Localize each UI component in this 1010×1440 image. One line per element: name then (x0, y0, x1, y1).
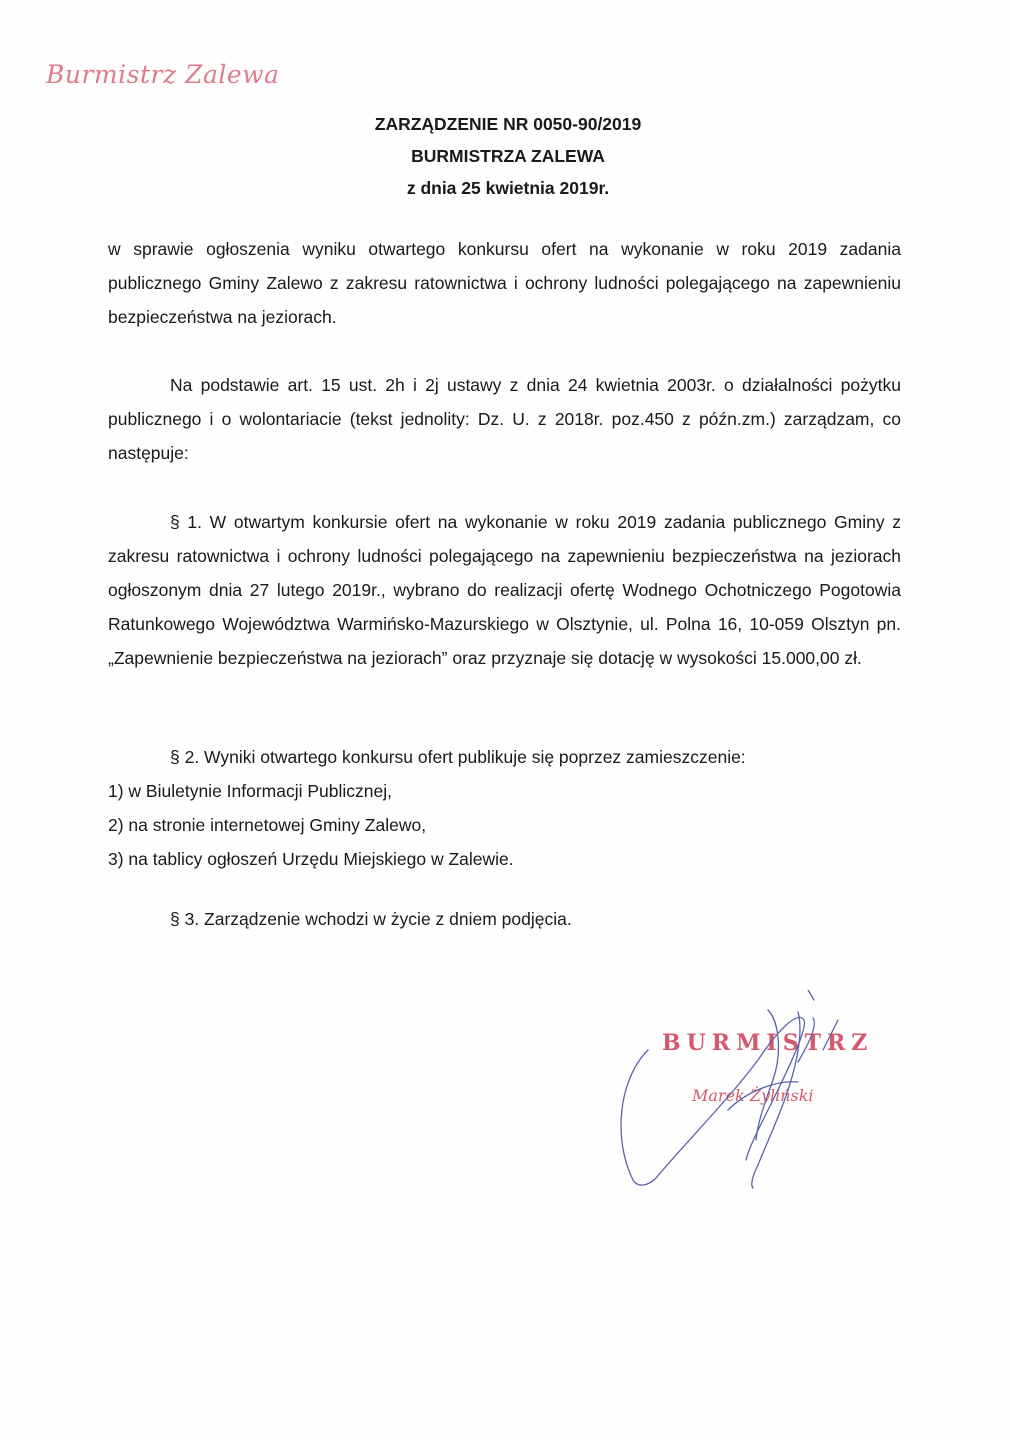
legal-basis-text: Na podstawie art. 15 ust. 2h i 2j ustawy z dnia 24 kwietnia 2003r. o działalności pożytku publicznego i o wolontariacie (tekst jednolity: Dz. U. z 2018r. poz.450 z późn.zm.) zarządzam, co następuje: (108, 375, 901, 463)
title-line-1: ZARZĄDZENIE NR 0050-90/2019 (374, 114, 642, 134)
subject-text: w sprawie ogłoszenia wyniku otwartego konkursu ofert na wykonanie w roku 2019 zadania publicznego Gminy Zalewo z zakresu ratownictwa i ochrony ludności polegającego na zapewnieniu bezpieczeństwa na jeziorach. (108, 239, 901, 327)
document-title (0, 108, 1010, 204)
section-3-text: § 3. Zarządzenie wchodzi w życie z dniem podjęcia. (170, 909, 572, 929)
section-2-intro: § 2. Wyniki otwartego konkursu ofert publikuje się poprzez zamieszczenie: (170, 747, 746, 767)
section-3-paragraph (108, 902, 901, 936)
header-stamp: Burmistrz Zalewa (46, 60, 280, 89)
section-2-item-2: 2) na stronie internetowej Gminy Zalewo, (108, 815, 427, 835)
title-line-3: z dnia 25 kwietnia 2019r. (406, 178, 610, 198)
legal-basis-paragraph (108, 368, 901, 470)
signature-stamp-name: Marek Żyliński (692, 1086, 814, 1105)
section-2-item-1: 1) w Biuletynie Informacji Publicznej, (108, 781, 393, 801)
section-2-item-3: 3) na tablicy ogłoszeń Urzędu Miejskiego w Zalewie. (108, 849, 514, 869)
section-2-paragraph (108, 740, 901, 876)
subject-paragraph (108, 232, 901, 334)
handwritten-signature (608, 990, 868, 1200)
title-line-2: BURMISTRZA ZALEWA (411, 146, 605, 166)
section-1-paragraph (108, 505, 901, 675)
signature-stamp-title: BURMISTRZ (662, 1030, 874, 1056)
section-1-text: § 1. W otwartym konkursie ofert na wykonanie w roku 2019 zadania publicznego Gminy z zakresu ratownictwa i ochrony ludności polegającego na zapewnieniu bezpieczeństwa na jeziorach ogłoszonym dnia 27 lutego 2019r., wybrano do realizacji ofertę Wodnego Ochotniczego Pogotowia Ratunkowego Województwa Warmińsko-Mazurskiego w Olsztynie, ul. Polna 16, 10-059 Olsztyn pn. „Zapewnienie bezpieczeństwa na jeziorach” oraz przyznaje się dotację w wysokości 15.000,00 zł. (108, 512, 901, 668)
